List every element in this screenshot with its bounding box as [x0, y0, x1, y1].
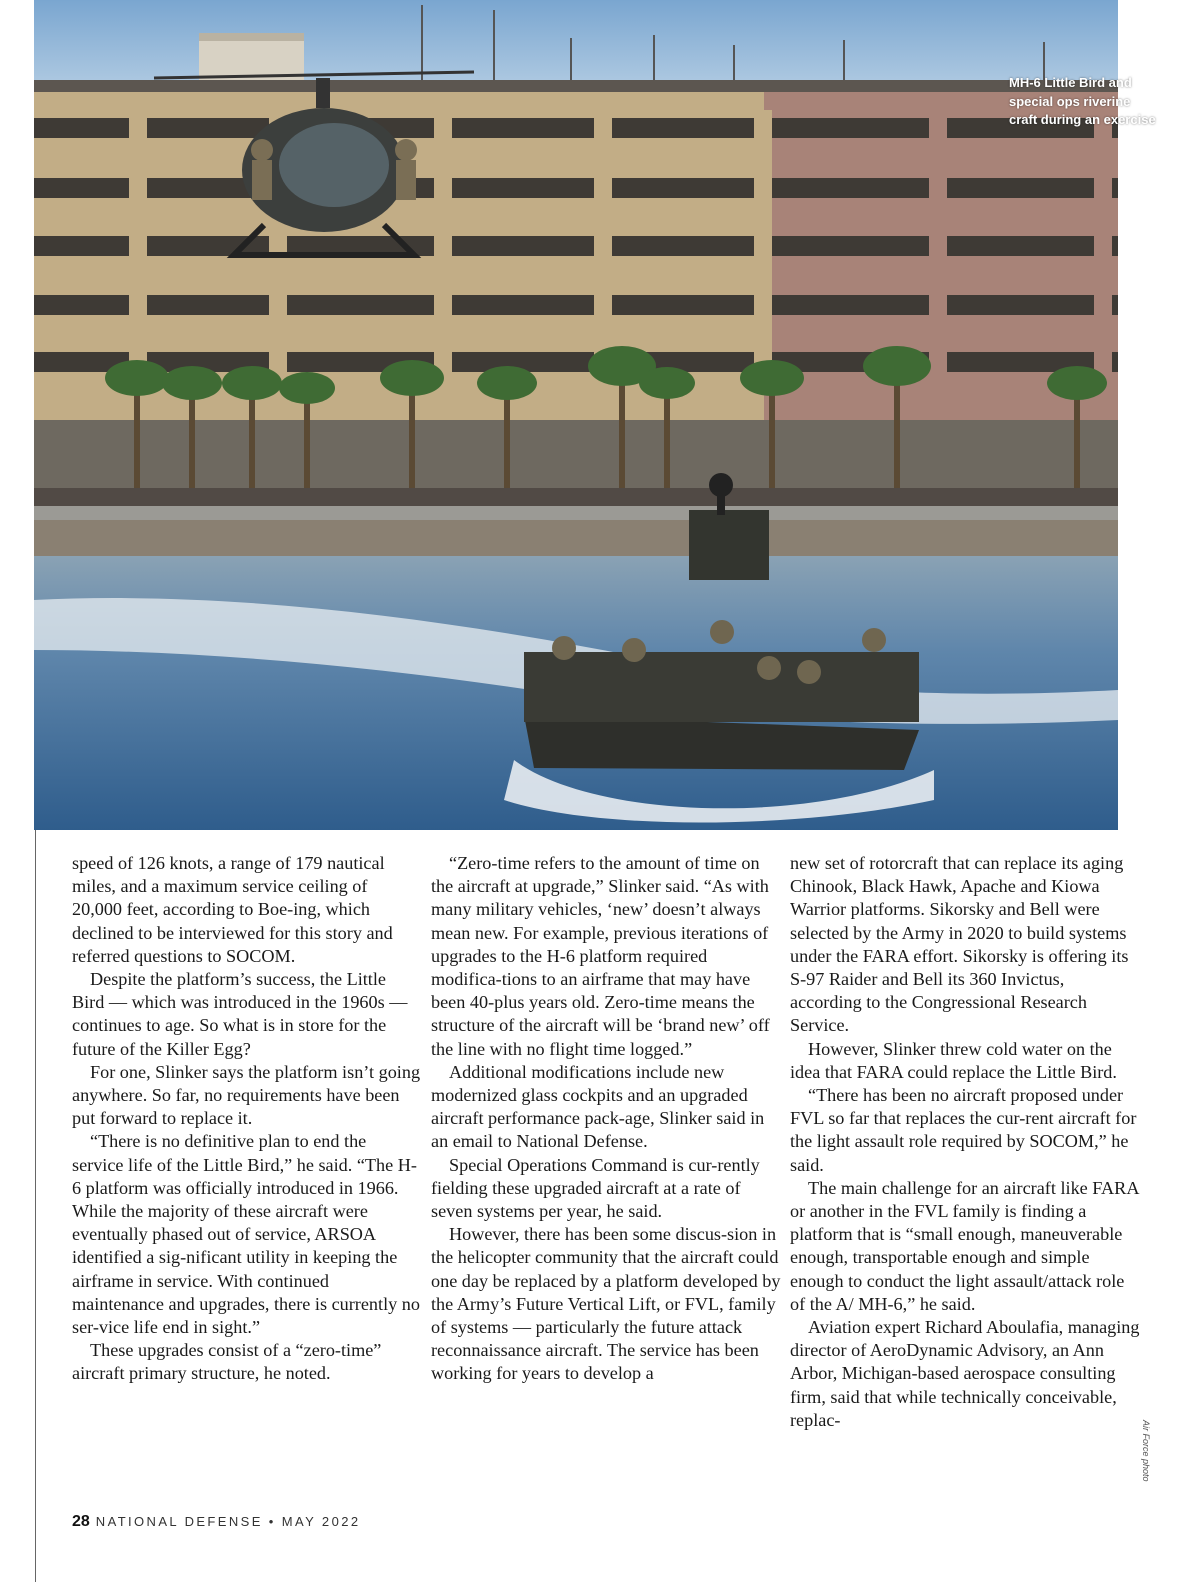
page-left-rule — [35, 830, 36, 1582]
article-paragraph: “There has been no aircraft proposed under FVL so far that replaces the cur-rent aircraft for the light assault role required by SOCOM,” he said. — [790, 1085, 1137, 1175]
article-paragraph: Special Operations Command is cur-rently fielding these upgraded aircraft at a rate of seven systems per year, he said. — [431, 1154, 760, 1222]
hero-photo — [34, 0, 1156, 830]
article-paragraph: speed of 126 knots, a range of 179 nautical miles, and a maximum service ceiling of 20,000 feet, according to Boe-ing, which declined to be interviewed for this story and referred questions to SOCOM. — [72, 853, 393, 966]
page-footer — [72, 1513, 360, 1531]
article-column-2 — [431, 852, 781, 1386]
article-paragraph: Additional modifications include new modernized glass cockpits and an upgraded aircraft performance pack-age, Slinker said in an email to National Defense. — [431, 1061, 765, 1152]
waterfront-crowd — [34, 488, 1118, 508]
publication-line: NATIONAL DEFENSE • MAY 2022 — [95, 1514, 361, 1529]
article-paragraph: For one, Slinker says the platform isn’t going anywhere. So far, no requirements have been put forward to replace it. — [72, 1061, 421, 1129]
article-column-1 — [72, 852, 422, 1386]
page-number: 28 — [72, 1513, 90, 1530]
article-paragraph: However, Slinker threw cold water on the idea that FARA could replace the Little Bird. — [790, 1038, 1117, 1082]
photo-caption: MH-6 Little Bird and special ops riverine craft during an exercise — [1009, 75, 1156, 127]
article-column-3 — [790, 852, 1140, 1432]
article-paragraph: However, there has been some discus-sion in the helicopter community that the aircraft could one day be replaced by a platform developed by the Army’s Future Vertical Lift, or FVL, family of systems — particularly the future attack reconnaissance aircraft. The service has been working for years to develop a — [431, 1224, 781, 1384]
photo-credit: Air Force photo — [1141, 1420, 1151, 1482]
article-paragraph: The main challenge for an aircraft like FARA or another in the FVL family is finding a platform that is “small enough, maneuverable enough, transportable enough and simple enough to conduct the light assault/attack role of the A/ MH-6,” he said. — [790, 1177, 1139, 1314]
rooftop-crowd — [34, 80, 1118, 92]
photo-illustration — [34, 0, 1118, 830]
article-paragraph: new set of rotorcraft that can replace its aging Chinook, Black Hawk, Apache and Kiowa Warrior platforms. Sikorsky and Bell were selected by the Army in 2020 to build systems under the FARA effort. Sikorsky is offering its S-97 Raider and Bell its 360 Invictus, according to the Congressional Research Service. — [790, 853, 1129, 1036]
article-paragraph: “There is no definitive plan to end the service life of the Little Bird,” he said. “The H-6 platform was officially introduced in 1966. While the majority of these aircraft were eventually phased out of service, ARSOA identified a sig-nificant utility in keeping the airframe in service. With continued maintenance and upgrades, there is currently no ser-vice life end in sight.” — [72, 1131, 420, 1338]
seawall — [34, 520, 1118, 558]
article-paragraph: Despite the platform’s success, the Little Bird — which was introduced in the 1960s — continues to age. So what is in store for the future of the Killer Egg? — [72, 969, 408, 1059]
article-paragraph: Aviation expert Richard Aboulafia, managing director of AeroDynamic Advisory, an Ann Arbor, Michigan-based aerospace consulting firm, said that while technically conceivable, replac- — [790, 1317, 1140, 1430]
waterfront-railing — [34, 506, 1118, 520]
article-paragraph: “Zero-time refers to the amount of time on the aircraft at upgrade,” Slinker said. “As with many military vehicles, ‘new’ doesn’t always mean new. For example, previous iterations of upgrades to the H-6 platform required modifica-tions to an airframe that may have been 40-plus years old. Zero-time means the structure of the aircraft will be ‘brand new’ off the line with no flight time logged.” — [431, 853, 770, 1059]
article-paragraph: These upgrades consist of a “zero-time” aircraft primary structure, he noted. — [72, 1340, 382, 1384]
